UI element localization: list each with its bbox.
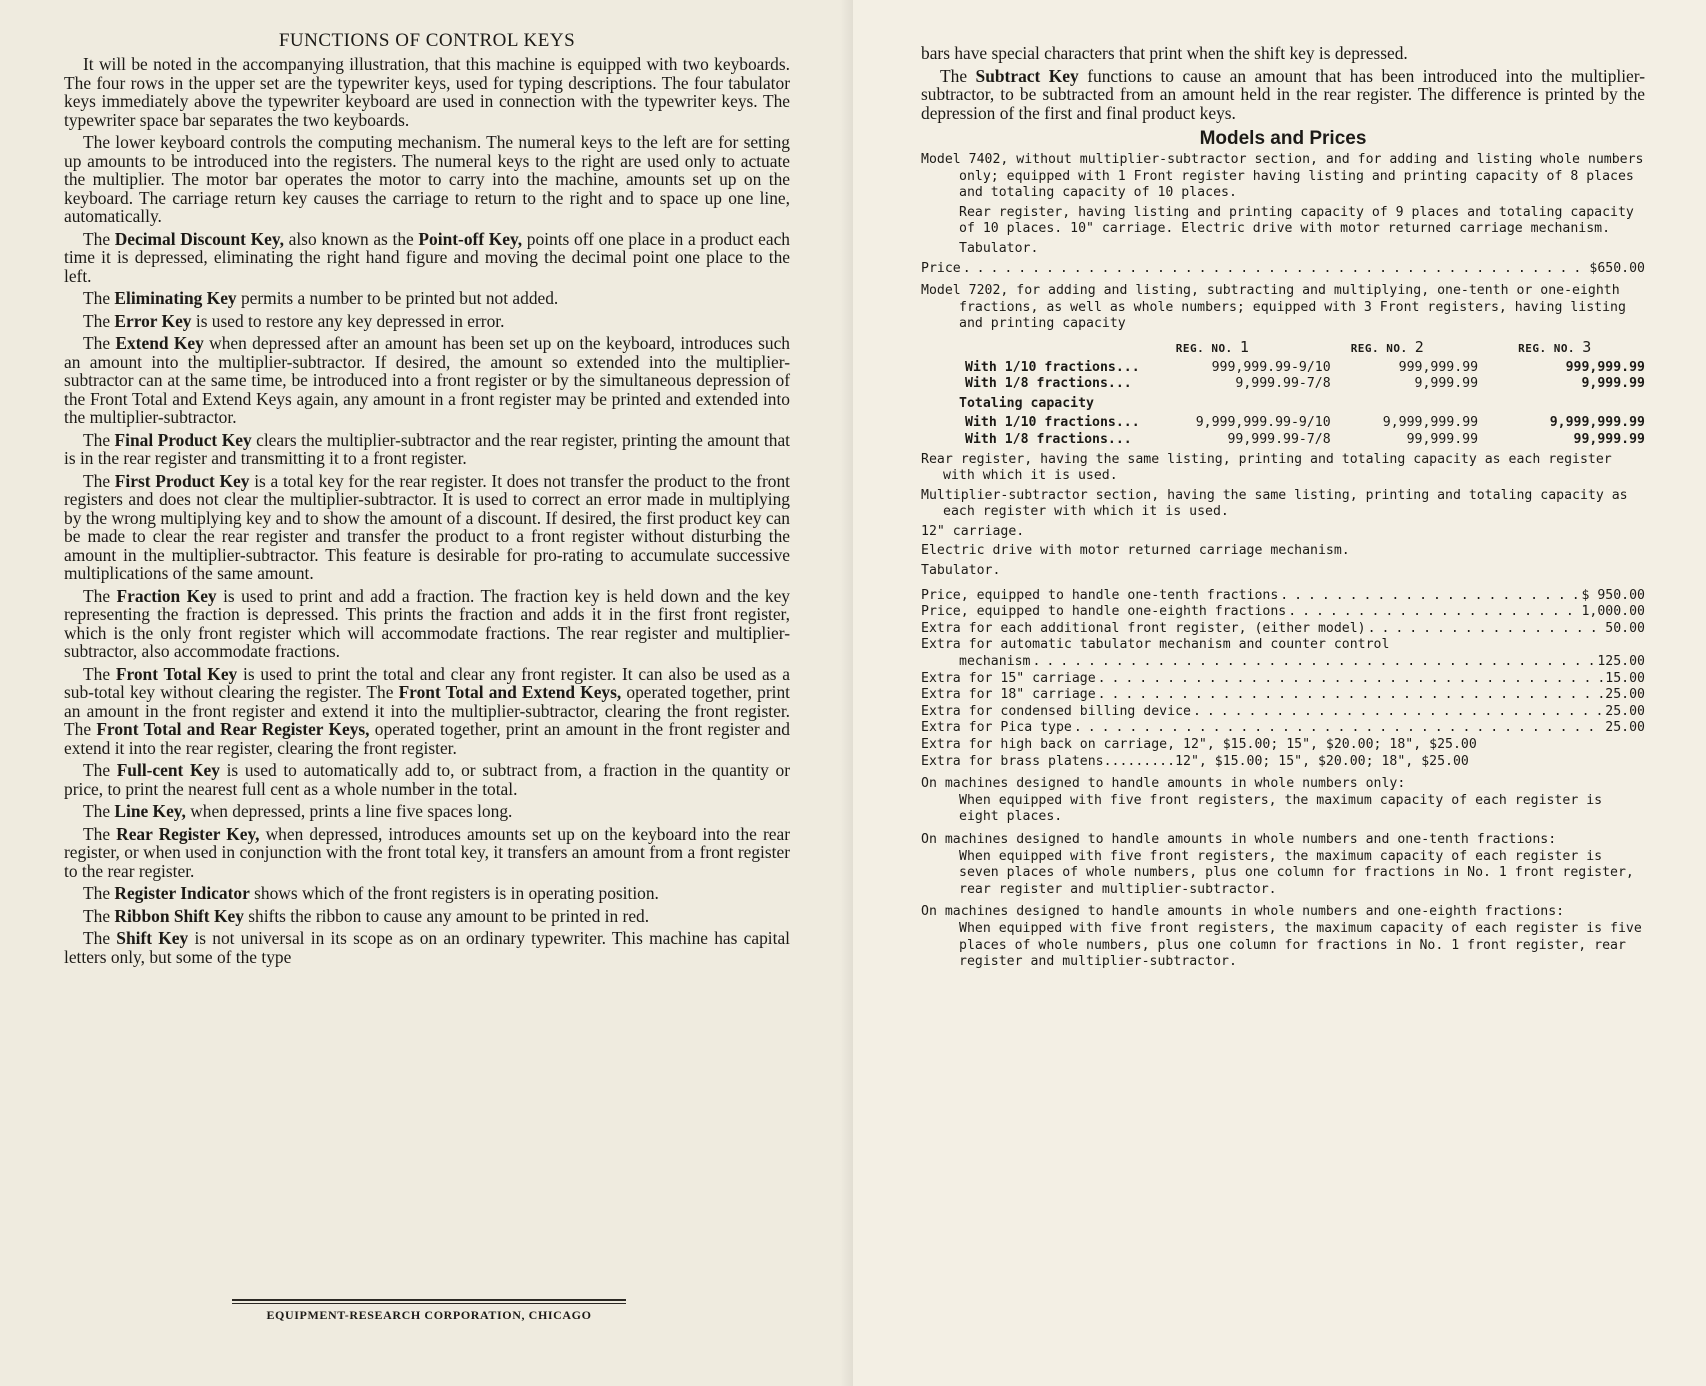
dot-leader [1288,604,1579,621]
dot-leader [1368,621,1604,638]
reg-prefix: REG. NO. [1518,341,1576,355]
note-heading: On machines designed to handle amounts in whole numbers and one-eighth fractions: [921,904,1565,920]
key-name: Point-off Key, [418,228,523,249]
key-paragraph [64,289,790,308]
price-row [921,654,1645,671]
reg-2-value: 999,999.99 [1398,359,1479,375]
price-value: 15.00 [1605,670,1645,686]
key-paragraph [64,55,790,129]
key-paragraph [64,312,790,331]
para-text: The [83,429,115,450]
left-column [64,30,790,970]
para-text: The [83,883,115,903]
key-paragraph [64,472,790,583]
para-text: The [83,801,115,821]
para-text: The [83,585,117,606]
key-name: Front Total Key [115,663,238,684]
price-label: Extra for Pica type [921,720,1072,736]
key-name: Error Key [114,310,192,331]
para-text: when depressed, prints a line five spaces long. [185,801,513,821]
para-text: It will be noted in the accompanying illustration, that this machine is equipped with two keyboards. The four rows in the upper set are the typewriter keys, used for typing descriptions. The four tabulator keys immediately above the typewriter keyboard are used in connection with the typewriter keys. The typewriter space bar separates the two keyboards. [64,54,790,130]
price-label: mechanism [959,654,1031,670]
para-text: The [83,333,116,353]
multiplier-note: Multiplier-subtractor section, having the same listing, printing and totaling capacity as each register with which it is used. [921,487,1628,520]
model-7402-tabulator: Tabulator. [959,240,1039,256]
tabulator-note: Tabulator. [921,563,1001,579]
reg-1-header [1166,339,1331,360]
para-text: The lower keyboard controls the computing mechanism. The numeral keys to the left are for setting up amounts to be introduced into the registers. The numeral keys to the right are used only to actuate the multiplier. The motor bar operates the motor to carry into the machine, amounts set up on the keyboard. The carriage return key causes the carriage to return to the right and to space up one line, automatically. [64,132,790,226]
para-text: The [83,823,117,844]
note-heading: On machines designed to handle amounts in whole numbers and one-tenth fractions: [921,831,1557,847]
key-paragraph [64,587,790,661]
key-name: Subtract Key [975,65,1079,86]
para-text: The [83,288,115,308]
price-row [921,704,1645,721]
price-value: 125.00 [1597,654,1645,670]
para-text: The [83,663,116,684]
totaling-label-row [921,393,1645,416]
price-value: 50.00 [1605,620,1645,636]
para-text: The [83,928,117,948]
key-name: Fraction Key [116,585,217,606]
functions-heading: FUNCTIONS OF CONTROL KEYS [278,30,576,51]
price-value: 25.00 [1605,703,1645,719]
para-text: when depressed, introduces amounts set up on the keyboard into the rear register, or when used in conjunction with the front total key, it transfers an amount from a front register to the rear register. [64,823,791,881]
note-body: When equipped with five front registers, the maximum capacity of each register is five places of whole numbers, plus one column for fractions in No. 1 front register, rear register and multiplier-subtractor. [959,920,1642,970]
capacity-header-row [921,339,1645,360]
price-row [921,621,1645,638]
para-text: shifts the ribbon to cause any amount to be printed in red. [243,905,650,926]
capacity-row [921,376,1645,393]
brass-platens-line: Extra for brass platens.........12", $15.00; 15", $20.00; 18", $25.00 [921,753,1469,769]
reg-2-value: 9,999,999.99 [1382,415,1479,431]
price-row [921,604,1645,621]
price-row [921,671,1645,688]
key-paragraph [64,907,790,926]
key-name: Ribbon Shift Key [114,905,244,926]
reg-3-value: 9,999.99 [1581,376,1645,392]
para-text: shows which of the front registers is in operating position. [249,883,659,903]
key-paragraph [64,665,790,758]
para-text: also known as the [283,228,419,249]
key-name: Rear Register Key, [116,823,260,844]
reg-number: 1 [1239,337,1250,356]
para-text: points off one place in a product each time it is depressed, eliminating the right hand figure and moving the decimal point one place to the left. [64,228,791,286]
price-label: Extra for each additional front register, (either model) [921,620,1366,636]
reg-2-value: 9,999.99 [1414,376,1479,392]
key-name: Eliminating Key [114,288,237,308]
capacity-notes [921,776,1645,971]
row-label: With 1/8 fractions... [965,376,1132,392]
carriage-note: 12" carriage. [921,523,1025,539]
para-text: operated together, print an amount in the front register and extend it into the rear register, clearing the front register. [64,719,790,758]
key-paragraph [64,884,790,903]
key-paragraph [64,802,790,821]
model-7402-description: Model 7402, without multiplier-subtractor section, and for adding and listing whole numbers only; equipped with 1 Front register having listing and printing capacity of 8 places and totaling capacity of 10 places. [921,152,1644,201]
price-label: Price, equipped to handle one-eighth fractions [921,604,1287,620]
row-label: With 1/10 fractions... [965,415,1140,431]
price-label: Price [921,260,961,276]
capacity-row [921,432,1645,449]
price-row [921,720,1645,737]
right-page [853,0,1706,1386]
reg-number: 3 [1582,337,1592,356]
price-value: 25.00 [1605,720,1645,736]
price-row [921,588,1645,605]
reg-1-value: 9,999,999.99-9/10 [1195,415,1331,431]
capacity-row [921,415,1645,432]
key-name: Register Indicator [114,883,250,903]
high-back-line: Extra for high back on carriage, 12", $15.00; 15", $20.00; 18", $25.00 [921,737,1477,752]
price-label: Price, equipped to handle one-tenth fractions [921,587,1279,603]
capacity-table [921,339,1645,449]
para-text: is used to print and add a fraction. The fraction key is held down and the key representing the fraction is depressed. This prints the fraction and adds it in the first front register, which is the only front register which will accommodate fractions. The rear register and multiplier-subtractor, also accommodate fractions. [64,585,790,661]
price-label: Extra for 18" carriage [921,687,1096,703]
para-text: The [83,760,117,780]
reg-prefix: REG. NO. [1350,341,1408,355]
price-value: 1,000.00 [1581,604,1645,620]
row-label: With 1/10 fractions... [965,359,1140,375]
reg-1-value: 999,999.99-9/10 [1211,359,1331,375]
para-text: functions to cause an amount that has been introduced into the multiplier-subtractor, to be subtracted from an amount held in the rear register. The difference is printed by the depression of the first and final product keys. [921,65,1645,123]
totaling-label: Totaling capacity [959,395,1094,411]
key-paragraph [64,761,790,798]
para-text: is used to restore any key depressed in error. [191,310,505,331]
model-7402-rear-register: Rear register, having listing and printing capacity of 9 places and totaling capacity of 10 places. 10" carriage. Electric drive with motor returned carriage mechanism. [959,204,1634,237]
rear-register-note: Rear register, having the same listing, printing and totaling capacity as each register with which it is used. [921,451,1612,484]
dot-leader [1193,704,1603,721]
price-label: Extra for 15" carriage [921,670,1096,686]
price-value: $650.00 [1589,260,1645,276]
reg-3-header [1478,339,1645,360]
reg-prefix: REG. NO. [1175,341,1233,355]
reg-2-value: 99,999.99 [1406,431,1479,447]
price-label: Extra for condensed billing device [921,703,1191,719]
subtract-key-paragraph [921,67,1645,123]
models-prices-heading: Models and Prices [1199,128,1367,149]
para-text: is a total key for the rear register. It does not transfer the product to the front registers and does not clear the multiplier-subtractor. It is used to correct an error made in multiplying by the wrong multiplying key and to show the amount of a discount. If desired, the first product key can be made to clear the rear register and transfer the product to a front register without disturbing the amount in the multiplier-subtractor. This feature is desirable for pro-rating to accumulate successive multiplications of the same amount. [64,470,790,583]
price-list [921,588,1645,771]
para-text: is used to print the total and clear any front register. It can also be used as a sub-total key without clearing the register. The [64,663,790,702]
key-name: Front Total and Rear Register Keys, [96,719,370,739]
dot-leader [963,261,1588,278]
key-name: First Product Key [114,470,250,491]
reg-1-value: 99,999.99-7/8 [1227,431,1331,447]
key-name: Line Key, [114,801,186,821]
para-text: clears the multiplier-subtractor and the rear register, printing the amount that is in the rear register and transmitting it to a front register. [64,429,790,468]
key-name: Full-cent Key [116,760,220,780]
model-7202-description: Model 7202, for adding and listing, subtracting and multiplying, one-tenth or one-eighth fractions, as well as whole numbers; equipped with 3 Front registers, having listing and printing capacity [921,283,1626,332]
continued-text: bars have special characters that print when the shift key is depressed. [921,43,1408,63]
key-descriptions [64,55,790,966]
dot-leader [1280,588,1579,605]
note-body: When equipped with five front registers, the maximum capacity of each register is seven places of whole numbers, plus one column for fractions in No. 1 front register, rear register and multiplier-subtractor. [959,848,1634,897]
dot-leader [1074,720,1603,737]
price-value: 25.00 [1605,687,1645,703]
capacity-row [921,360,1645,377]
para-text: operated together, print an amount in the front register and extend it into the multiplier-subtractor, clearing the front register. The [64,682,790,739]
key-paragraph [64,230,790,286]
key-name: Final Product Key [114,429,252,450]
para-text: The [83,310,115,331]
note-heading: On machines designed to handle amounts in whole numbers only: [921,776,1406,792]
para-text: when depressed after an amount has been set up on the keyboard, introduces such an amount into the multiplier-subtractor. If desired, the amount so extended into the multiplier-subtractor can at the same time, be introduced into a front register or by the simultaneous depression of the Front Total and Extend Keys again, any amount in a front register may be printed and extended into the multiplier-subtractor. [64,333,791,427]
key-name: Extend Key [115,333,204,353]
key-name: Shift Key [116,928,189,948]
dot-leader [1098,687,1604,704]
para-text: The [940,65,976,86]
price-row [921,687,1645,704]
key-paragraph [64,929,790,966]
para-text: permits a number to be printed but not added. [236,288,559,308]
footer-rule [232,1299,626,1304]
key-name: Decimal Discount Key, [114,228,284,249]
reg-3-value: 99,999.99 [1573,431,1645,447]
drive-note: Electric drive with motor returned carriage mechanism. [921,543,1350,559]
key-paragraph [64,431,790,468]
dot-leader [1098,671,1604,688]
key-paragraph [64,133,790,226]
key-paragraph [64,334,790,427]
para-text: The [83,228,115,249]
key-paragraph [64,825,790,881]
para-text: The [83,470,115,491]
reg-2-header [1331,339,1478,360]
reg-number: 2 [1414,337,1425,356]
reg-3-value: 999,999.99 [1565,359,1645,375]
row-label: With 1/8 fractions... [965,431,1132,447]
reg-1-value: 9,999.99-7/8 [1235,376,1331,392]
publisher-footer: EQUIPMENT-RESEARCH CORPORATION, CHICAGO [266,1308,592,1322]
tabulator-extra-line: Extra for automatic tabulator mechanism and counter control [921,637,1390,653]
dot-leader [1032,654,1595,671]
model-7402-price-row [921,261,1645,278]
key-name: Front Total and Extend Keys, [398,682,622,702]
note-body: When equipped with five front registers, the maximum capacity of each register is eight places. [959,792,1603,825]
para-text: is not universal in its scope as on an ordinary typewriter. This machine has capital letters only, but some of the type [64,928,790,967]
reg-3-value: 9,999,999.99 [1549,415,1645,431]
para-text: is used to automatically add to, or subtract from, a fraction in the quantity or price, to print the nearest full cent as a whole number in the total. [64,760,790,799]
para-text: The [83,905,115,926]
right-column [921,44,1645,977]
price-value: $ 950.00 [1581,587,1645,603]
